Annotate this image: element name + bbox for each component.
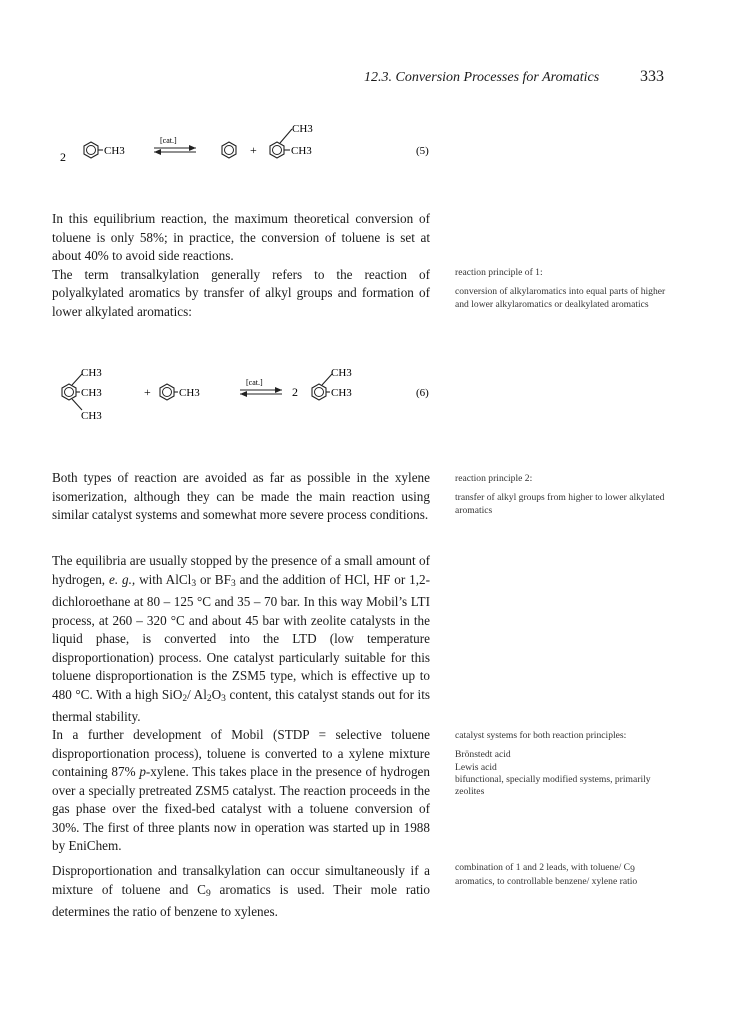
margin-note-line: Brönstedt acid [455, 749, 511, 761]
equation-5 [52, 118, 432, 178]
xylene-molecule [270, 123, 313, 158]
paragraph: In this equilibrium reaction, the maximum theoretical conversion of toluene is only 58%; in practice, the conversion of toluene is set at about 40% to avoid side reactions. [52, 211, 430, 263]
section-title: 12.3. Conversion Processes for Aromatics [364, 70, 600, 85]
paragraph: In a further development of Mobil (STDP = selective toluene disproportionation process), toluene is converted to a xylene mixture containing 87% p-xylene. This takes place in the presence of hydrogen over a specially pretreated ZSM5 catalyst. The reaction proceeds in the gas phase over the fixed-bed catalyst with a toluene conversion of 30%. The first of three plants now in operation was started up in 1988 by EniChem. [52, 727, 431, 853]
eq6-methyl-label-top: CH3 [81, 367, 102, 379]
margin-note-body: conversion of alkylaromatics into equal parts of higher and lower alkylaromatics or dealkylated aromatics [455, 286, 666, 310]
eq5-coefficient: 2 [60, 150, 66, 164]
eq6-methyl-label-bottom: CH3 [81, 410, 102, 422]
margin-note-4 [455, 862, 670, 889]
body-text-block-1 [52, 210, 430, 321]
eq6-plus: + [144, 385, 151, 399]
eq6-methyl-label-xylene-side: CH3 [331, 387, 352, 399]
trimethylbenzene-molecule [62, 367, 102, 422]
paragraph: The equilibria are usually stopped by the presence of a small amount of hydrogen, e. g., with AlCl$_3$ or $BF_3$ and the addition of HCl, HF or 1,2-dichloroethane at 80 – 125 °C and 35 – 70 bar. In this way Mobil’s LTI process, at 260 – 320 °C and about 45 bar with zeolite catalysts in the liquid phase, is converted into the LTD (low temperature disproportionation) process. One catalyst particularly suitable for this toluene disproportionation is the ZSM5 type, which is effective up to 480 °C. With a high SiO$_2$/ $Al_2O_3$ content, this catalyst stands out for its thermal stability. [52, 553, 431, 724]
eq5-methyl-label-side: CH3 [291, 145, 312, 157]
eq6-number: (6) [416, 387, 429, 399]
eq5-methyl-label: CH3 [104, 145, 125, 157]
eq6-coefficient: 2 [292, 385, 298, 399]
eq6-methyl-label-xylene-top: CH3 [331, 367, 352, 379]
toluene-molecule [160, 384, 200, 400]
eq5-plus: + [250, 143, 257, 157]
margin-note-2 [455, 473, 670, 517]
eq6-methyl-label-toluene: CH3 [179, 387, 200, 399]
margin-note-body: transfer of alkyl groups from higher to lower alkylated aromatics [455, 492, 665, 516]
paragraph: The term transalkylation generally refers to the reaction of polyalkylated aromatics by transfer of alkyl groups and formation of lower alkylated aromatics: [52, 266, 430, 319]
margin-note-1 [455, 267, 670, 311]
page-number: 333 [640, 68, 664, 85]
body-text-block-5 [52, 862, 430, 922]
eq5-number: (5) [416, 145, 429, 157]
eq6-catalyst-label: [cat.] [246, 378, 263, 387]
eq5-catalyst-label: [cat.] [160, 136, 177, 145]
eq6-methyl-label-side: CH3 [81, 387, 102, 399]
body-text-block-4 [52, 726, 430, 856]
eq5-methyl-label-top: CH3 [292, 123, 313, 135]
body-text-block-2 [52, 469, 430, 525]
margin-note-title: catalyst systems for both reaction principles: [455, 730, 627, 741]
body-text-block-3 [52, 552, 430, 727]
equation-6 [52, 364, 432, 430]
equilibrium-arrow [240, 378, 282, 397]
benzene-molecule [222, 142, 236, 158]
margin-note-title: reaction principle of 1: [455, 267, 543, 278]
margin-note-line: bifunctional, specially modified systems, primarily zeolites [455, 773, 651, 798]
paragraph: Both types of reaction are avoided as far as possible in the xylene isomerization, although they can be made the main reaction using similar catalyst systems and somewhat more severe process conditions. [52, 470, 430, 522]
margin-note-3 [455, 730, 670, 798]
toluene-molecule [84, 142, 125, 158]
paragraph: Disproportionation and transalkylation can occur simultaneously if a mixture of toluene and $C_9$ aromatics is used. Their mole ratio determines the ratio of benzene to xylenes. [52, 863, 430, 919]
margin-note-body: combination of 1 and 2 leads, with toluene/ C9 aromatics, to controllable benzene/ xylene ratio [455, 862, 638, 888]
xylene-molecule [312, 367, 352, 400]
margin-note-line: Lewis acid [455, 761, 497, 773]
equilibrium-arrow [154, 136, 196, 155]
margin-note-title: reaction principle 2: [455, 473, 533, 484]
